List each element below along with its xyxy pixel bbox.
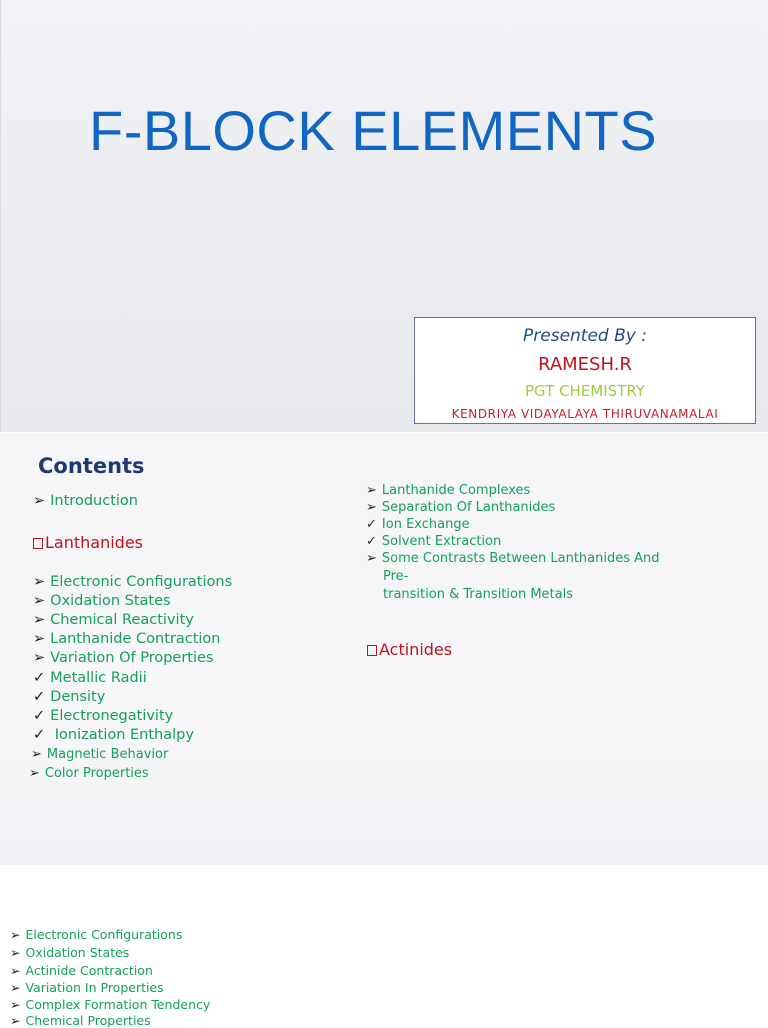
arrow-bullet-icon: ➢	[33, 650, 46, 666]
lanthanide-item: ➢ Color Properties	[29, 766, 149, 781]
lanthanide-item: ✓ Electronegativity	[33, 708, 174, 724]
square-bullet-icon	[33, 538, 43, 549]
actinide-item: ➢ Actinide Contraction	[10, 963, 153, 978]
presenter-role: PGT CHEMISTRY	[525, 382, 645, 400]
check-bullet-icon: ✓	[366, 534, 377, 549]
arrow-bullet-icon: ➢	[33, 631, 46, 647]
check-bullet-icon: ✓	[33, 727, 46, 743]
check-bullet-icon: ✓	[366, 517, 377, 532]
lanthanide-item: ➢ Oxidation States	[33, 593, 171, 609]
lanthanide-item: ➢ Magnetic Behavior	[31, 747, 169, 762]
arrow-bullet-icon: ➢	[33, 593, 46, 609]
arrow-bullet-icon: ➢	[31, 747, 42, 762]
contents-heading: Contents	[38, 454, 145, 478]
check-bullet-icon: ✓	[33, 708, 46, 724]
arrow-bullet-icon: ➢	[10, 963, 21, 978]
presenter-box	[414, 317, 756, 424]
right-list-item: ✓ Ion Exchange	[366, 517, 470, 532]
arrow-bullet-icon: ➢	[10, 945, 21, 960]
right-list-item: ➢ Separation Of Lanthanides	[366, 500, 556, 515]
school-name: KENDRIYA VIDAYALAYA THIRUVANAMALAI	[451, 407, 719, 421]
arrow-bullet-icon: ➢	[29, 766, 40, 781]
square-bullet-icon	[367, 645, 377, 656]
lanthanide-item: ➢ Electronic Configurations	[33, 574, 233, 590]
lanthanides-heading: Lanthanides	[33, 533, 143, 552]
actinide-item: ➢ Variation In Properties	[10, 980, 164, 995]
lanthanide-item: ➢ Lanthanide Contraction	[33, 631, 221, 647]
check-bullet-icon: ✓	[33, 689, 46, 705]
arrow-bullet-icon: ➢	[10, 927, 21, 942]
arrow-bullet-icon: ➢	[366, 500, 377, 515]
right-list-item-continued: transition & Transition Metals	[383, 587, 573, 602]
actinides-heading: Actinides	[367, 640, 452, 659]
arrow-bullet-icon: ➢	[10, 980, 21, 995]
right-list-item-continued: Pre-	[383, 569, 409, 584]
right-list-item: ✓ Solvent Extraction	[366, 534, 502, 549]
right-list-item: ➢ Some Contrasts Between Lanthanides And	[366, 551, 660, 566]
lanthanide-item: ✓ Ionization Enthalpy	[33, 727, 194, 743]
slide-title: F-BLOCK ELEMENTS	[89, 99, 658, 162]
lanthanide-item: ➢ Variation Of Properties	[33, 650, 214, 666]
right-list-item: ➢ Lanthanide Complexes	[366, 483, 531, 498]
arrow-bullet-icon: ➢	[366, 551, 377, 566]
actinide-item: ➢ Oxidation States	[10, 945, 130, 960]
lanthanide-item: ✓ Density	[33, 689, 106, 705]
arrow-bullet-icon: ➢	[33, 574, 46, 590]
arrow-bullet-icon: ➢	[366, 483, 377, 498]
arrow-bullet-icon: ➢	[10, 1013, 21, 1028]
check-bullet-icon: ✓	[33, 670, 46, 686]
presented-by-label: Presented By :	[523, 326, 647, 346]
arrow-bullet-icon: ➢	[33, 612, 46, 628]
lanthanide-item: ✓ Metallic Radii	[33, 670, 147, 686]
presenter-name: RAMESH.R	[538, 354, 632, 375]
arrow-bullet-icon: ➢	[33, 493, 46, 509]
actinide-item: ➢ Electronic Configurations	[10, 927, 183, 942]
lanthanide-item: ➢ Chemical Reactivity	[33, 612, 194, 628]
actinide-item: ➢ Complex Formation Tendency	[10, 997, 211, 1012]
arrow-bullet-icon: ➢	[10, 997, 21, 1012]
list-item-introduction: ➢ Introduction	[33, 493, 138, 509]
title-slide	[0, 0, 768, 432]
actinide-item: ➢ Chemical Properties	[10, 1013, 151, 1028]
